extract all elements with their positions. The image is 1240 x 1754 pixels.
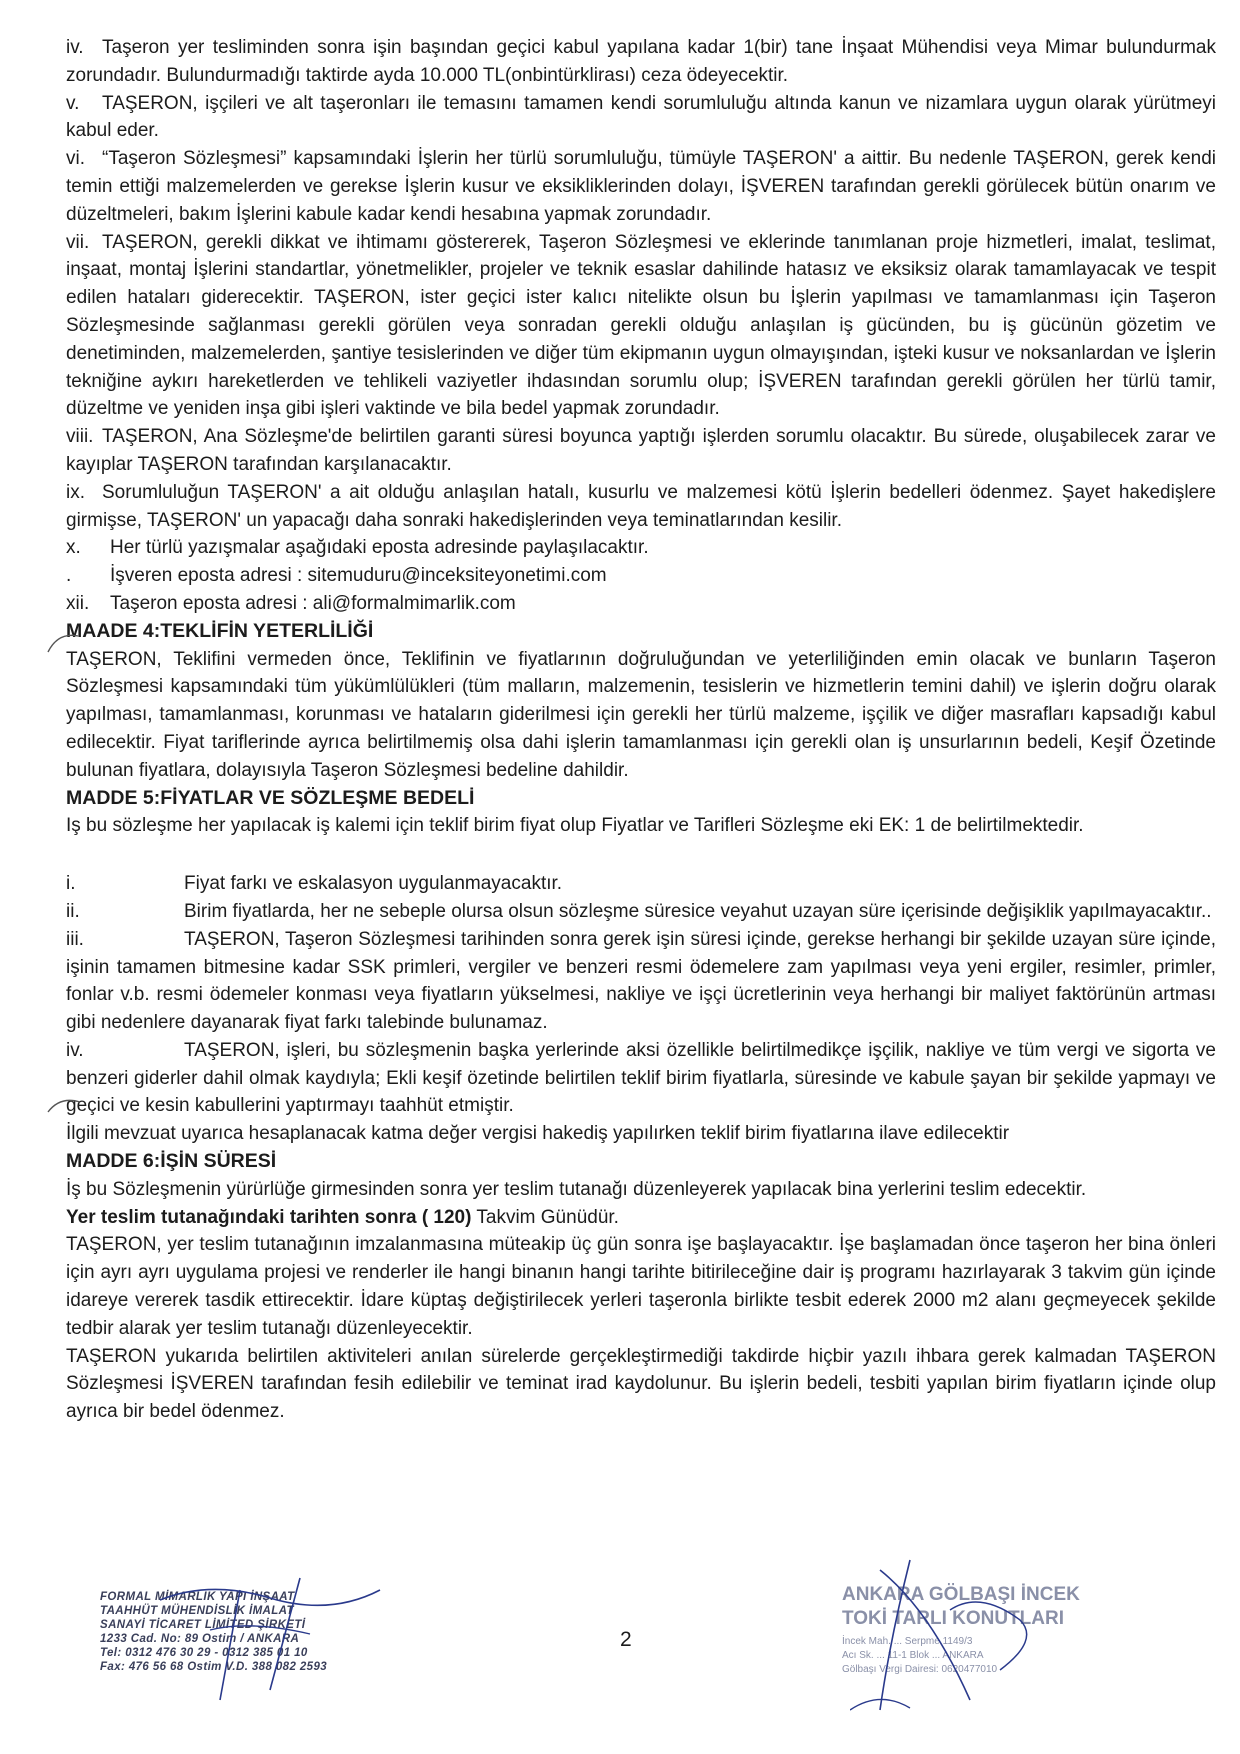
stamp-line: Gölbaşı Vergi Dairesi: 0620477010 xyxy=(842,1664,998,1675)
item-number: ii. xyxy=(66,900,80,922)
item-number: viii. xyxy=(66,426,94,448)
item-text: TAŞERON, işleri, bu sözleşmenin başka yerlerinde aksi özellikle belirtilmedikçe işçilik, nakliye ve tüm vergi ve sigorta ve benzeri giderler dahil olmak kaydıyla; Ekli keşif özetinde belirtilen teklif birim fiyatlarla, süresinde ve kabule şayan bir şekilde yapmayı ve geçici ve kesin kabullerini yaptırmayı taahhüt etmiştir. xyxy=(66,1039,1216,1117)
list-item xyxy=(66,898,1216,926)
paragraph: İş bu Sözleşmenin yürürlüğe girmesinden sonra yer teslim tutanağı düzenleyerek yapılacak bina yerlerini teslim edecektir. xyxy=(66,1178,1087,1200)
stamp-line: TAAHHÜT MÜHENDİSLİK İMALAT xyxy=(100,1605,294,1617)
list-item xyxy=(66,534,1216,562)
spacer xyxy=(66,840,1216,870)
margin-mark xyxy=(44,1090,84,1120)
margin-mark xyxy=(44,628,84,658)
item-text: TAŞERON, işçileri ve alt taşeronları ile temasını tamamen kendi sorumluluğu altında kanun ve nizamlara uygun olarak yürütmeyi kabul eder. xyxy=(66,92,1216,142)
item-number: . xyxy=(66,565,72,587)
signature-right xyxy=(850,1550,1070,1720)
item-number: v. xyxy=(66,92,80,114)
page-footer xyxy=(0,1570,1240,1754)
item-number: iii. xyxy=(66,928,84,950)
price-list xyxy=(66,870,1216,1120)
section-heading: MADDE 6:İŞİN SÜRESİ xyxy=(66,1150,277,1173)
item-text: TAŞERON, gerekli dikkat ve ihtimamı göstererek, Taşeron Sözleşmesi ve eklerinde tanımlanan proje hizmetleri, imalat, teslimat, inşaat, montaj İşlerini standartlar, yönetmelikler, projeler ve teknik esaslar dahilinde hatasız ve eksiksiz olarak tamamlayacak ve tespit edilen hataları giderecektir. TAŞERON, ister geçici ister kalıcı nitelikte olsun bu İşlerin yapılması ve tamamlanması için Taşeron Sözleşmesinde sağlanması gerekli görülen veya sonradan gerekli olduğu anlaşılan iş gücünden, bu iş gücünün gözetim ve denetiminden, malzemelerden, şantiye tesislerinden ve diğer tüm ekipmanın uygun olmayışından, işteki kusur ve noksanlardan ve İşlerin tekniğine aykırı hareketlerden ve tehlikeli vaziyetler ihdasından sorumlu olup; İŞVEREN tarafından gerekli görülen her türlü tamir, düzeltme ve yeniden inşa gibi işleri vaktinde ve bila bedel yapmak zorundadır. xyxy=(66,231,1216,420)
stamp-line: SANAYİ TİCARET LİMİTED ŞİRKETİ xyxy=(100,1619,306,1631)
item-text: İşveren eposta adresi : sitemuduru@inceksiteyonetimi.com xyxy=(110,565,607,587)
section-heading: MADDE 5:FİYATLAR VE SÖZLEŞME BEDELİ xyxy=(66,786,475,809)
paragraph: İlgili mevzuat uyarıca hesaplanacak katma değer vergisi hakediş yapılırken teklif birim fiyatlarına ilave edilecektir xyxy=(66,1123,1010,1145)
item-number: ix. xyxy=(66,481,85,503)
paragraph: TAŞERON, Teklifini vermeden önce, Teklifinin ve fiyatlarının doğruluğundan ve yeterliliğinden emin olacak ve bunların Taşeron Sözleşmesi kapsamındaki tüm yükümlülükleri (tüm malların, malzemenin, tesislerin ve hizmetlerin temini dahil) ve işlerin doğru olarak yapılması, tamamlanması, korunması ve hataların giderilmesi için gerekli her türlü malzeme, işçilik ve diğer masrafları kapsadığı kabul edilecektir. Fiyat tariflerinde ayrıca belirtilmemiş olsa dahi işlerin tamamlanması için gerekli olan iş unsurlarının bedeli, Keşif Özetinde bulunan fiyatlara, dolayısıyla Taşeron Sözleşmesi bedeline dahildir. xyxy=(66,648,1216,781)
item-text: Her türlü yazışmalar aşağıdaki eposta adresinde paylaşılacaktır. xyxy=(110,537,649,559)
item-number: vii. xyxy=(66,231,90,253)
item-text: Taşeron eposta adresi : ali@formalmimarlik.com xyxy=(110,592,516,614)
item-number: x. xyxy=(66,537,81,559)
stamp-line: TOKİ TARLI KONUTLARI xyxy=(842,1608,1064,1629)
list-item xyxy=(66,229,1216,424)
item-text: Fiyat farkı ve eskalasyon uygulanmayacaktır. xyxy=(184,873,563,895)
signature-left xyxy=(150,1570,390,1710)
list-item xyxy=(66,145,1216,228)
page-number: 2 xyxy=(620,1628,632,1651)
item-number: vi. xyxy=(66,148,85,170)
duration-text: Yer teslim tutanağındaki tarihten sonra ( 120) xyxy=(66,1206,472,1228)
paragraph: TAŞERON yukarıda belirtilen aktiviteleri anılan sürelerde gerçekleştirmediği takdirde hiçbir yazılı ihbara gerek kalmadan TAŞERON Sözleşmesi İŞVEREN tarafından fesih edilebilir ve teminat irad kaydolunur. Bu işlerin bedeli, tesbiti yapılan birim fiyatların içinde olup ayrıca bir bedel ödenmez. xyxy=(66,1345,1216,1423)
item-number: iv. xyxy=(66,37,84,58)
item-number: i. xyxy=(66,873,76,895)
list-item xyxy=(66,870,1216,898)
stamp-line: Acı Sk. ... 11-1 Blok ... ANKARA xyxy=(842,1650,984,1661)
stamp-line: FORMAL MİMARLIK YAPI İNŞAAT xyxy=(100,1591,295,1603)
item-number: iv. xyxy=(66,1039,84,1061)
list-item xyxy=(66,423,1216,479)
item-text: “Taşeron Sözleşmesi” kapsamındaki İşlerin her türlü sorumluluğu, tümüyle TAŞERON' a aittir. Bu nedenle TAŞERON, gerek kendi temin ettiği malzemelerden ve gerekse İşlerin kusur ve eksikliklerinden dolayı, İŞVEREN tarafından gerekli görülecek bütün onarım ve düzeltmeleri, bakım İşlerini kabule kadar kendi hesabına yapmak zorundadır. xyxy=(66,148,1216,225)
section-heading: MAADE 4:TEKLİFİN YETERLİLİĞİ xyxy=(66,619,374,642)
list-item xyxy=(66,479,1216,535)
item-text: TAŞERON, Taşeron Sözleşmesi tarihinden sonra gerek işin süresi içinde, gerekse herhangi bir şekilde uzayan süre içinde, işinin tamamen bitmesine kadar SSK primleri, vergiler ve benzeri resmi ödemelere zam yapılması veya yeni ergiler, resimler, primler, fonlar v.b. resmi ödemeler konması veya fiyatların yükselmesi, nakliye ve işçi ücretlerinin veya herhangi bir maliyet faktörünün artması gibi nedenlere dayanarak fiyat farkı talebinde bulunamaz. xyxy=(66,928,1216,1034)
item-number: xii. xyxy=(66,592,90,614)
item-text: TAŞERON, Ana Sözleşme'de belirtilen garanti süresi boyunca yaptığı işlerden sorumlu olacaktır. Bu sürede, oluşabilecek zarar ve kayıplar TAŞERON tarafından karşılanacaktır. xyxy=(66,426,1216,475)
list-item xyxy=(66,926,1216,1037)
stamp-line: ANKARA GÖLBAŞI İNCEK xyxy=(842,1584,1080,1605)
item-text: Taşeron yer tesliminden sonra işin başından geçici kabul yapılana kadar 1(bir) tane İnşaat Mühendisi veya Mimar bulundurmak zorundadır. Bulundurmadığı taktirde ayda 10.000 TL(onbintürklirası) ceza ödeyecektir. xyxy=(66,37,1216,86)
duration-suffix: Takvim Günüdür. xyxy=(471,1206,619,1228)
item-text: Sorumluluğun TAŞERON' a ait olduğu anlaşılan hatalı, kusurlu ve malzemesi kötü İşlerin bedelleri ödenmez. Şayet hakedişlere girmişse, TAŞERON' un yapacağı daha sonraki hakedişlerinden veya teminatlarından kesilir. xyxy=(66,481,1216,531)
document-body xyxy=(66,34,1216,1426)
item-text: Birim fiyatlarda, her ne sebeple olursa olsun sözleşme süresice veyahut uzayan süre içerisinde değişiklik yapılmayacaktır.. xyxy=(184,900,1212,922)
stamp-line: Tel: 0312 476 30 29 - 0312 385 01 10 xyxy=(100,1647,308,1659)
list-item xyxy=(66,590,1216,618)
list-item xyxy=(66,90,1216,146)
paragraph: Iş bu sözleşme her yapılacak iş kalemi için teklif birim fiyat olup Fiyatlar ve Tarifleri Sözleşme eki EK: 1 de belirtilmektedir. xyxy=(66,815,1084,837)
stamp-line: İncek Mah. ... Serpme 1149/3 xyxy=(842,1636,973,1647)
list-item xyxy=(66,562,1216,590)
stamp-line: Fax: 476 56 68 Ostim V.D. 388 082 2593 xyxy=(100,1661,328,1673)
list-item xyxy=(66,34,1216,90)
list-item xyxy=(66,1037,1216,1120)
clause-3-list xyxy=(66,34,1216,618)
paragraph: TAŞERON, yer teslim tutanağının imzalanmasına müteakip üç gün sonra işe başlayacaktır. İşe başlamadan önce taşeron her bina önleri için ayrı ayrı uygulama projesi ve renderler ile hangi binanın hangi tarihte bitirileceğine dair iş programı hazırlayarak 3 takvim gün içinde idareye vererek tasdik ettirecektir. İdare küptaş değiştirilecek yerleri taşeronla birlikte tesbit ederek 2000 m2 alanı geçmeyecek şekilde tedbir alarak yer teslim tutanağı düzenleyecektir. xyxy=(66,1234,1216,1339)
paragraph xyxy=(66,1204,1216,1232)
stamp-line: 1233 Cad. No: 89 Ostim / ANKARA xyxy=(100,1633,300,1645)
